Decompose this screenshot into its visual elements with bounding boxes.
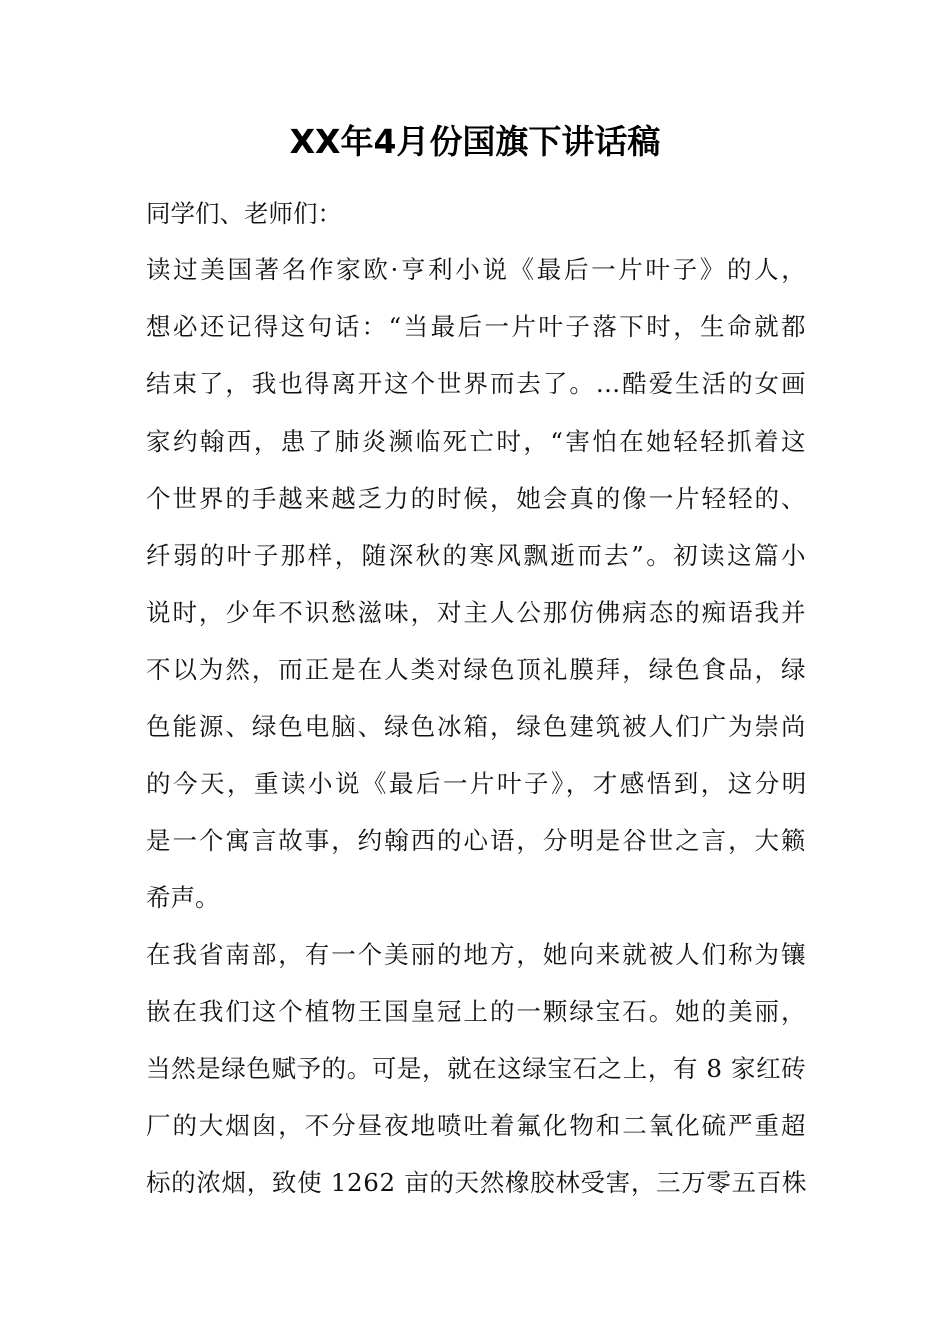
text-line: 嵌在我们这个植物王国皇冠上的一颗绿宝石。她的美丽， xyxy=(146,997,808,1026)
text-line: 说时，少年不识愁滋味，对主人公那仿佛病态的痴语我并 xyxy=(146,598,808,627)
text-line: 个世界的手越来越乏力的时候，她会真的像一片轻轻的、 xyxy=(146,484,808,513)
text-line: 厂的大烟囱，不分昼夜地喷吐着氟化物和二氧化硫严重超 xyxy=(146,1111,808,1140)
text-line: 的今天，重读小说《最后一片叶子》，才感悟到，这分明 xyxy=(146,769,809,798)
text-line: 在我省南部，有一个美丽的地方，她向来就被人们称为镶 xyxy=(146,940,808,969)
text-line: 不以为然，而正是在人类对绿色顶礼膜拜，绿色食品，绿 xyxy=(146,655,808,684)
text-line: 标的浓烟，致使 1262 亩的天然橡胶林受害，三万零五百株 xyxy=(146,1168,808,1197)
text-line: 同学们、老师们： xyxy=(146,199,342,228)
text-line: 读过美国著名作家欧·亨利小说《最后一片叶子》的人， xyxy=(146,255,809,284)
text-line: 是一个寓言故事，约翰西的心语，分明是谷世之言，大籁 xyxy=(146,826,808,855)
text-line: 结束了，我也得离开这个世界而去了。…酷爱生活的女画 xyxy=(146,369,808,398)
document-title: XX年4月份国旗下讲话稿 xyxy=(289,122,661,161)
text-line: 希声。 xyxy=(146,883,220,912)
text-line: 色能源、绿色电脑、绿色冰箱，绿色建筑被人们广为崇尚 xyxy=(146,712,808,741)
text-line: 家约翰西，患了肺炎濒临死亡时，“害怕在她轻轻抓着这 xyxy=(146,427,808,456)
text-line: 纤弱的叶子那样，随深秋的寒风飘逝而去”。初读这篇小 xyxy=(146,541,808,570)
text-line: 想必还记得这句话：“当最后一片叶子落下时，生命就都 xyxy=(146,312,808,341)
text-line: 当然是绿色赋予的。可是，就在这绿宝石之上，有 8 家红砖 xyxy=(146,1054,807,1083)
